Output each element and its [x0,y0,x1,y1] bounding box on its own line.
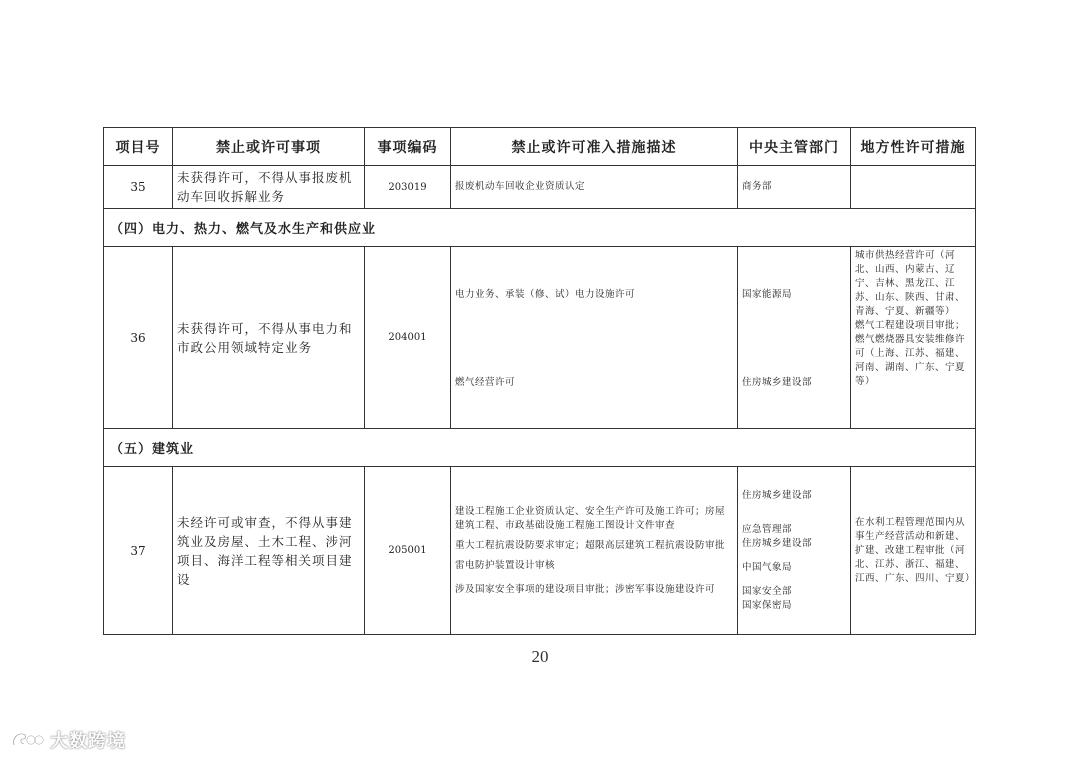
row-local-measure [851,166,976,209]
regulation-table [103,127,976,635]
section-heading: （五）建筑业 [104,429,976,467]
weibo-style-logo-icon [10,729,44,751]
header-measure-description: 禁止或许可准入措施描述 [451,128,738,166]
row-code: 204001 [365,247,451,429]
row-local-measure [851,247,976,429]
row-number: 35 [104,166,173,209]
department-entry: 住房城乡建设部 [742,537,813,549]
header-central-department: 中央主管部门 [738,128,851,166]
row-department: 商务部 [738,166,851,209]
row-number: 36 [104,247,173,429]
row-number: 37 [104,467,173,635]
department-entry: 国家能源局 [742,288,793,300]
row-local-measure: 在水利工程管理范围内从事生产经营活动和新建、扩建、改建工程审批（河北、江苏、浙江、福建、江西、广东、四川、宁夏） [851,467,976,635]
description-entry: 建设工程施工企业资质认定、安全生产许可及施工许可；房屋建筑工程、市政基础设施工程施工图设计文件审查 [455,505,726,531]
header-local-measures: 地方性许可措施 [851,128,976,166]
page-number: 20 [531,647,549,666]
description-entry: 重大工程抗震设防要求审定；超限高层建筑工程抗震设防审批 [455,539,726,551]
row-item: 未获得许可，不得从事报废机动车回收拆解业务 [173,166,365,209]
row-item: 未获得许可，不得从事电力和市政公用领域特定业务 [173,247,365,429]
local-measure-entry: 城市供热经营许可（河北、山西、内蒙古、辽宁、吉林、黑龙江、江苏、山东、陕西、甘肃、青海、宁夏、新疆等） [855,250,966,317]
row-description [451,247,738,429]
table-row-37 [104,467,976,635]
watermark [10,727,126,753]
description-entry: 燃气经营许可 [455,376,516,388]
description-entry: 涉及国家安全事项的建设项目审批；涉密军事设施建设许可 [455,583,716,595]
row-item: 未经许可或审查，不得从事建筑业及房屋、土木工程、涉河项目、海洋工程等相关项目建设 [173,467,365,635]
row-description [451,467,738,635]
description-entry: 电力业务、承装（修、试）电力设施许可 [455,288,636,300]
row-department [738,247,851,429]
section-row-4 [104,209,976,247]
section-heading: （四）电力、热力、燃气及水生产和供应业 [104,209,976,247]
table-row-36 [104,247,976,429]
department-entry: 国家保密局 [742,599,793,611]
department-entry: 国家安全部 [742,585,793,597]
department-entry: 应急管理部 [742,523,793,535]
description-entry: 雷电防护装置设计审核 [455,559,556,571]
header-item-number: 项目号 [104,128,173,166]
header-item-code: 事项编码 [365,128,451,166]
row-description: 报废机动车回收企业资质认定 [451,166,738,209]
section-row-5 [104,429,976,467]
row-code: 205001 [365,467,451,635]
department-entry: 中国气象局 [742,561,793,573]
department-entry: 住房城乡建设部 [742,376,813,388]
watermark-text: 大数跨境 [50,731,126,752]
row-department [738,467,851,635]
row-code: 203019 [365,166,451,209]
department-entry: 住房城乡建设部 [742,489,813,501]
header-item-name: 禁止或许可事项 [173,128,365,166]
table-header-row [104,128,976,166]
table-row-35 [104,166,976,209]
local-measure-entry: 燃气工程建设项目审批；燃气燃烧器具安装维修许可（上海、江苏、福建、河南、湖南、广东、宁夏等） [855,320,966,387]
